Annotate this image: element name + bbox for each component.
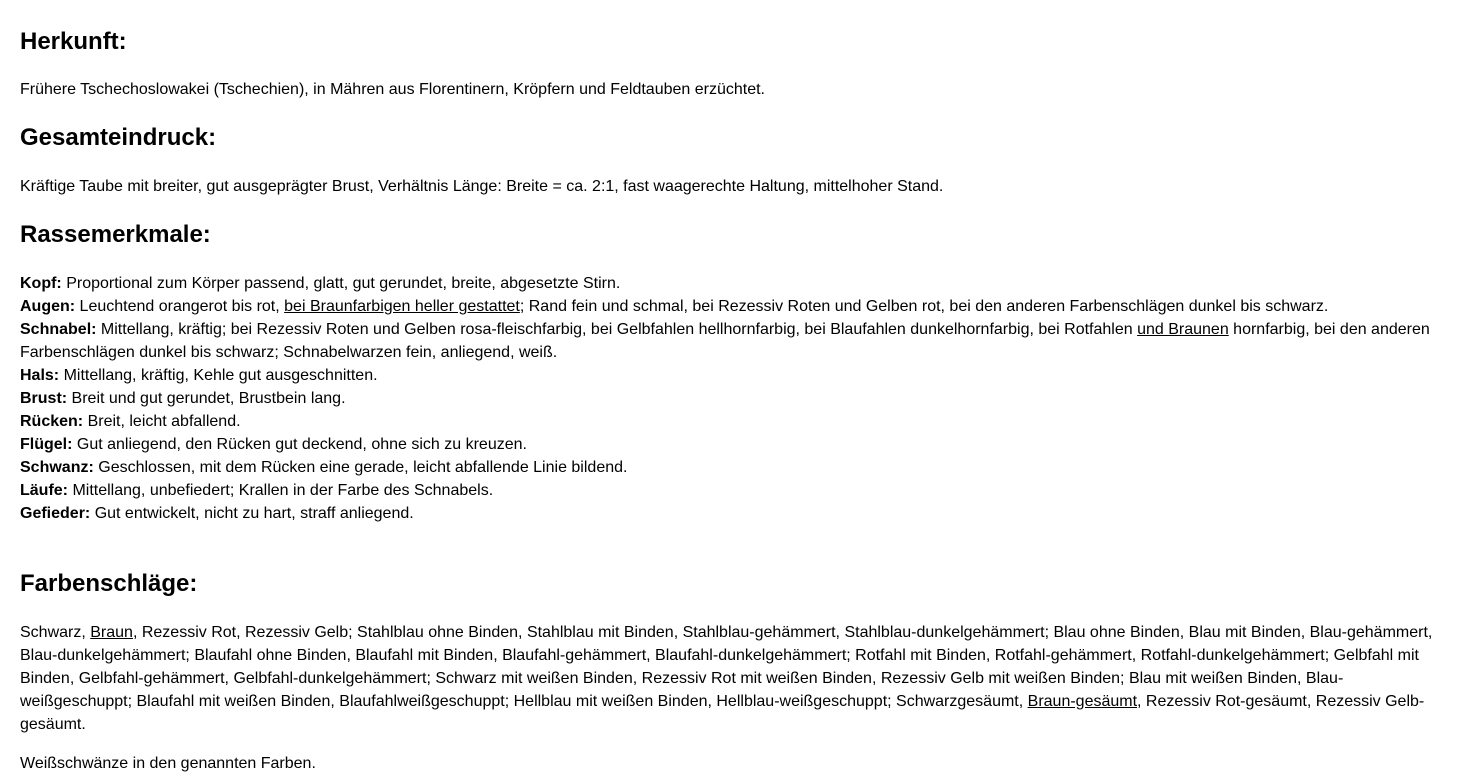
trait-brust xyxy=(20,387,1453,410)
trait-label: Schnabel: xyxy=(20,321,97,338)
trait-augen xyxy=(20,295,1453,318)
underlined-text: Braun xyxy=(90,624,133,641)
trait-text: Breit und gut gerundet, Brustbein lang. xyxy=(67,390,346,407)
underlined-text: und Braunen xyxy=(1137,321,1229,338)
trait-text: Leuchtend orangerot bis rot, xyxy=(75,298,285,315)
trait-text: Gut anliegend, den Rücken gut deckend, ohne sich zu kreuzen. xyxy=(72,436,527,453)
underlined-text: bei Braunfarbigen heller gestattet xyxy=(284,298,520,315)
paragraph-herkunft: Frühere Tschechoslowakei (Tschechien), in Mähren aus Florentinern, Kröpfern und Feldtauben erzüchtet. xyxy=(20,81,765,98)
trait-label: Kopf: xyxy=(20,275,62,292)
heading-gesamteindruck: Gesamteindruck: xyxy=(20,124,217,151)
trait-text: Proportional zum Körper passend, glatt, gut gerundet, breite, abgesetzte Stirn. xyxy=(61,275,621,292)
trait-label: Schwanz: xyxy=(20,459,94,476)
trait-text: Gut entwickelt, nicht zu hart, straff anliegend. xyxy=(90,505,414,522)
color-text: Schwarz, xyxy=(20,624,91,641)
trait-text: hornfarbig, bei den anderen Farbenschlägen dunkel bis schwarz; Schnabelwarzen fein, anliegend, weiß. xyxy=(20,321,1430,361)
trait-schwanz xyxy=(20,456,1453,479)
trait-ruecken xyxy=(20,410,1453,433)
trait-label: Läufe: xyxy=(20,482,68,499)
trait-schnabel xyxy=(20,318,1453,364)
trait-label: Augen: xyxy=(20,298,76,315)
trait-text: Mittellang, unbefiedert; Krallen in der Farbe des Schnabels. xyxy=(68,482,494,499)
trait-text: Mittellang, kräftig; bei Rezessiv Roten und Gelben rosa-fleischfarbig, bei Gelbfahlen hellhornfarbig, bei Blaufahlen dunkelhornfarbig, bei Rotfahlen xyxy=(96,321,1138,338)
trait-gefieder xyxy=(20,502,1453,525)
trait-laeufe xyxy=(20,479,1453,502)
heading-farbenschlaege: Farbenschläge: xyxy=(20,570,198,597)
underlined-text: Braun-gesäumt xyxy=(1027,693,1138,710)
paragraph-weissschwaenze: Weißschwänze in den genannten Farben. xyxy=(20,755,316,772)
trait-hals xyxy=(20,364,1453,387)
paragraph-farbenschlaege xyxy=(20,621,1453,736)
trait-text: ; Rand fein und schmal, bei Rezessiv Roten und Gelben rot, bei den anderen Farbenschlägen dunkel bis schwarz. xyxy=(519,298,1329,315)
trait-fluegel xyxy=(20,433,1453,456)
trait-label: Hals: xyxy=(20,367,60,384)
trait-label: Rücken: xyxy=(20,413,84,430)
trait-text: Mittellang, kräftig, Kehle gut ausgeschnitten. xyxy=(59,367,378,384)
trait-label: Brust: xyxy=(20,390,68,407)
paragraph-gesamteindruck: Kräftige Taube mit breiter, gut ausgeprägter Brust, Verhältnis Länge: Breite = ca. 2:1, fast waagerechte Haltung, mittelhoher Stand. xyxy=(20,178,944,195)
trait-list xyxy=(20,272,1453,525)
trait-label: Flügel: xyxy=(20,436,73,453)
color-text: , Rezessiv Rot-gesäumt, Rezessiv Gelb-gesäumt. xyxy=(20,693,1425,733)
trait-kopf xyxy=(20,272,1453,295)
trait-label: Gefieder: xyxy=(20,505,91,522)
trait-text: Geschlossen, mit dem Rücken eine gerade, leicht abfallende Linie bildend. xyxy=(93,459,628,476)
color-text: , Rezessiv Rot, Rezessiv Gelb; Stahlblau ohne Binden, Stahlblau mit Binden, Stahlblau-gehämmert, Stahlblau-dunkelgehämmert; Blau ohne Binden, Blau mit Binden, Blau-gehämmert, Blau-dunkelgehämmert; Blaufahl ohne Binden, Blaufahl mit Binden, Blaufahl-gehämmert, Blaufahl-dunkelgehämmert; Rotfahl mit Binden, Rotfahl-gehämmert, Rotfahl-dunkelgehämmert; Gelbfahl mit Binden, Gelbfahl-gehämmert, Gelbfahl-dunkelgehämmert; Schwarz mit weißen Binden, Rezessiv Rot mit weißen Binden, Rezessiv Gelb mit weißen Binden; Blau mit weißen Binden, Blau-weißgeschuppt; Blaufahl mit weißen Binden, Blaufahlweißgeschuppt; Hellblau mit weißen Binden, Hellblau-weißgeschuppt; Schwarzgesäumt, xyxy=(20,624,1433,710)
heading-rassemerkmale: Rassemerkmale: xyxy=(20,221,211,248)
trait-text: Breit, leicht abfallend. xyxy=(83,413,241,430)
heading-herkunft: Herkunft: xyxy=(20,28,127,55)
